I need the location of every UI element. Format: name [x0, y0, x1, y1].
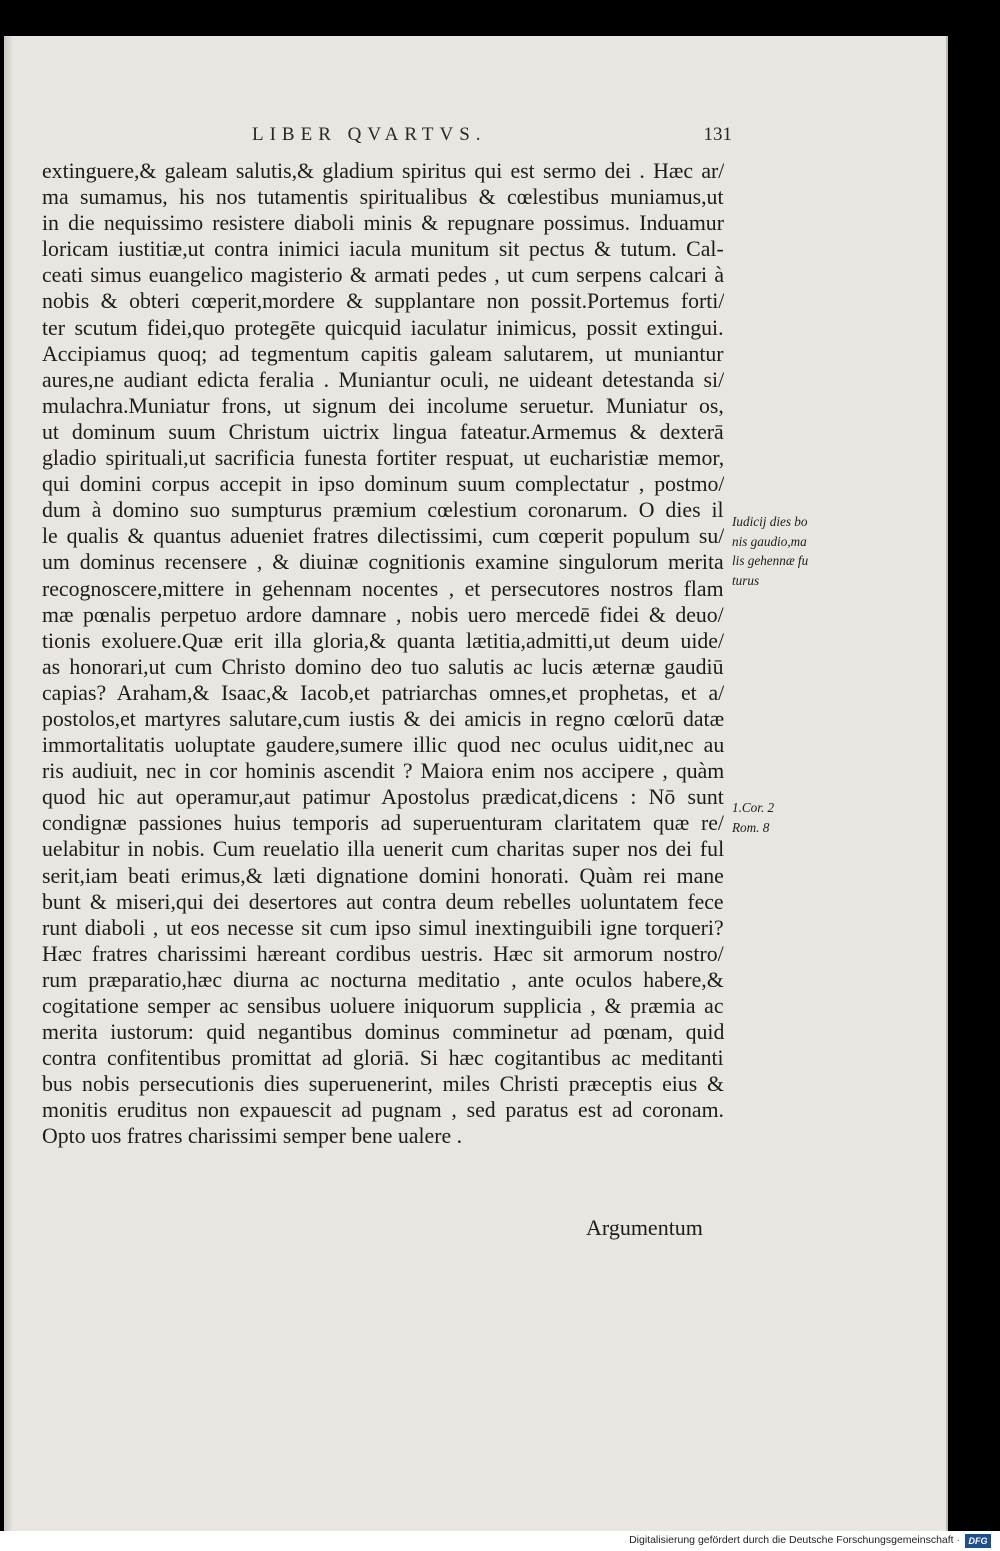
margin-note-line: Iudicij dies bo: [732, 514, 808, 529]
text-line: rum præparatio,hæc diurna ac nocturna meditatio , ante oculos habere,&: [42, 967, 724, 992]
text-line: in die nequissimo resistere diaboli minis & repugnare possimus. Induamur: [42, 211, 724, 236]
text-line: mulachra.Muniatur frons, ut signum dei incolume seruetur. Muniatur os,: [42, 393, 724, 418]
margin-note-line: Rom. 8: [732, 819, 770, 835]
text-line: loricam iustitiæ,ut contra inimici iacula munitum sit pectus & tutum. Cal-: [42, 237, 724, 262]
text-line: uelabitur in nobis. Cum reuelatio illa uenerit cum charitas super nos dei ful: [42, 837, 724, 862]
text-line: ut dominum suum Christum uictrix lingua fateatur.Armemus & dexterā: [42, 419, 724, 444]
text-line: aures,ne audiant edicta feralia . Muniantur oculi, ne uideant detestanda si/: [42, 367, 724, 392]
text-line: recognoscere,mittere in gehennam nocentes , et persecutores nostros flam: [42, 576, 724, 601]
body-text: [42, 158, 724, 1150]
text-line: Hæc fratres charissimi hæreant cordibus uestris. Hæc sit armorum nostro/: [42, 941, 724, 966]
text-line: ma sumamus, his nos tutamentis spiritualibus & cœlestibus muniamus,ut: [42, 185, 724, 210]
running-head: [252, 124, 732, 150]
catchword: Argumentum: [586, 1215, 703, 1240]
text-line: ris audiuit, nec in cor hominis ascendit ? Maiora enim nos accipere , quàm: [42, 759, 724, 784]
text-line: extinguere,& galeam salutis,& gladium spiritus qui est sermo dei . Hæc ar/: [42, 159, 724, 183]
text-line: merita iustorum: quid negantibus dominus comminetur ad pœnam, quid: [42, 1020, 724, 1045]
text-line: cogitatione semper ac sensibus uoluere iniquorum supplicia , & præmia ac: [42, 994, 724, 1018]
text-line: mæ pœnalis perpetuo ardore damnare , nobis uero mercedē fidei & deuo/: [42, 602, 724, 627]
text-line: bunt & miseri,qui dei desertores aut contra deum rebelles uoluntatem fece: [42, 889, 724, 914]
margin-note-line: nis gaudio,ma: [732, 533, 807, 549]
text-line: monitis eruditus non expauescit ad pugnam , sed paratus est ad coronam.: [42, 1098, 724, 1123]
text-line: ter scutum fidei,quo protegēte quicquid iaculatur inimicus, possit extingui.: [42, 315, 724, 340]
page-gutter-shadow: [4, 36, 13, 1531]
margin-note-judgment: [732, 512, 808, 590]
text-line: quod hic aut operamur,aut patimur Apostolus prædicat,dicens : Nō sunt: [42, 785, 724, 810]
text-line: postolos,et martyres salutare,cum iustis & dei amicis in regno cœlorū datæ: [42, 706, 724, 731]
margin-note-line: 1.Cor. 2: [732, 800, 775, 815]
text-line: Accipiamus quoq; ad tegmentum capitis galeam salutarem, ut muniantur: [42, 341, 724, 366]
text-line: nobis & obteri cœperit,mordere & supplantare non possit.Portemus forti/: [42, 289, 724, 314]
dfg-logo: DFG: [965, 1534, 991, 1548]
text-line: qui domini corpus accepit in ipso dominum suum complectatur , postmo/: [42, 472, 724, 497]
margin-note-line: lis gehennæ fu: [732, 553, 809, 568]
text-line: serit,iam beati erimus,& læti dignatione domini honorati. Quàm rei mane: [42, 863, 724, 888]
text-line: um dominus recensere , & diuinæ cognitionis examine singulorum merita: [42, 550, 724, 575]
folio-number: 131: [703, 124, 732, 145]
text-line: condignæ passiones huius temporis ad superuenturam claritatem quæ re/: [42, 811, 724, 836]
text-line: capias? Araham,& Isaac,& Iacob,et patriarchas omnes,et prophetas, et a/: [42, 680, 724, 705]
text-line: Opto uos fratres charissimi semper bene ualere .: [42, 1124, 463, 1149]
text-line: contra confitentibus promittat ad gloriā. Si hæc cogitantibus ac meditanti: [42, 1046, 724, 1071]
text-line: tionis exoluere.Quæ erit illa gloria,& quanta lætitia,admitti,ut deum uide/: [42, 628, 724, 653]
margin-note-line: turus: [732, 572, 760, 588]
text-line: bus nobis persecutionis dies superuenerint, miles Christi præceptis eius &: [42, 1072, 724, 1097]
text-line: as honorari,ut cum Christo domino deo tuo salutis ac lucis æternæ gaudiū: [42, 654, 724, 679]
text-line: ceati simus euangelico magisterio & armati pedes , ut cum serpens calcari à: [42, 263, 724, 288]
margin-note-reference: [732, 798, 774, 837]
footer-credit: Digitalisierung gefördert durch die Deutsche Forschungsgemeinschaft ·: [629, 1534, 960, 1546]
text-line: dum à domino suo sumpturus præmium cœlestium coronarum. O dies il: [42, 498, 724, 523]
footer-bar: [0, 1531, 1000, 1551]
text-line: runt diaboli , ut eos necesse sit cum ipso simul inextinguibili igne torqueri?: [42, 915, 724, 940]
text-line: gladio spirituali,ut sacrificia funesta fortiter respuat, ut eucharistiæ memor,: [42, 446, 724, 471]
text-line: le qualis & quantus adueniet fratres dilectissimi, cum cœperit populum su/: [42, 524, 724, 549]
text-line: immortalitatis uoluptate gaudere,sumere illic quod nec oculus uidit,nec au: [42, 733, 724, 758]
running-title: LIBER QVARTVS.: [252, 124, 487, 145]
